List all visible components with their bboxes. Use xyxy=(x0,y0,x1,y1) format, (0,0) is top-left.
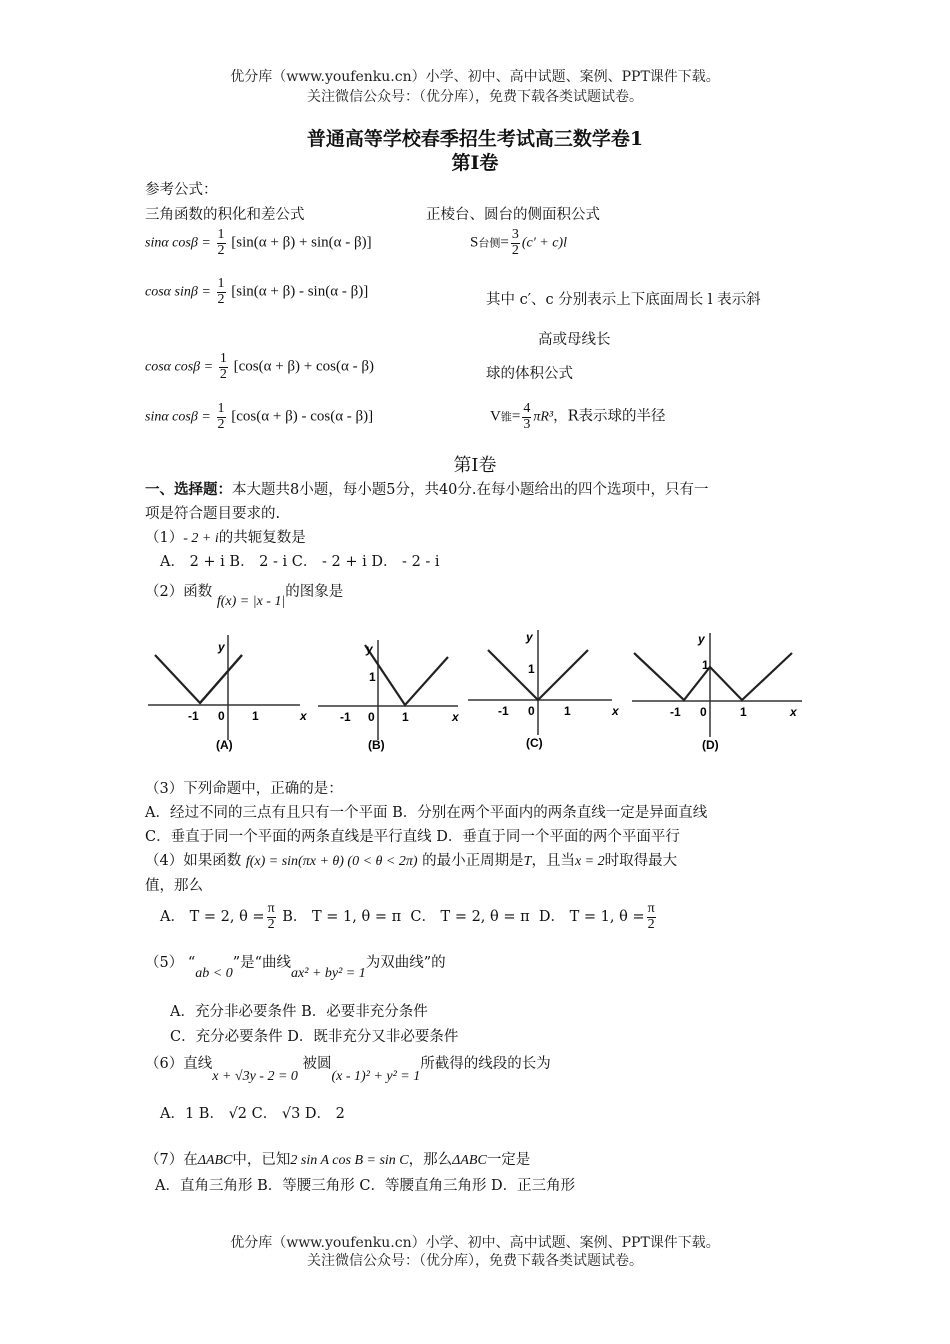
graph-d-one-y: 1 xyxy=(702,658,709,672)
graph-c-zero: 0 xyxy=(528,704,535,718)
graph-d[interactable] xyxy=(632,632,802,752)
question-5-options-2: C．充分必要条件 D．既非充分又非必要条件 xyxy=(170,1029,459,1045)
graph-c-y-label: y xyxy=(526,630,533,644)
question-5-options-1: A．充分非必要条件 B．必要非充分条件 xyxy=(170,1004,428,1020)
formula-4-half: $\frac{1}{2}$ xyxy=(217,401,225,432)
question-7-options: A．直角三角形 B．等腰三角形 C．等腰直角三角形 D．正三角形 xyxy=(155,1178,576,1194)
formula-1-half: $\frac{1}{2}$ xyxy=(217,227,225,258)
formula-3-half: $\frac{1}{2}$ xyxy=(219,351,227,382)
graph-b-one-y: 1 xyxy=(369,670,376,684)
graph-b-y-label: y xyxy=(366,642,373,656)
graph-b-label: (B) xyxy=(368,738,385,752)
formula-3-lhs: cosα cosβ = xyxy=(145,359,214,375)
question-2: （2）函数 f(x) = |x - 1|的图象是 xyxy=(145,584,344,609)
formula-volume: V锥= $\frac{4}{3}$ πR³，R表示球的半径 xyxy=(490,401,666,432)
question-4-line-2: 值，那么 xyxy=(145,878,203,894)
formula-s-lateral: S台侧= $\frac{3}{2}$ (c′ + c)l xyxy=(470,227,567,258)
header-line-2: 关注微信公众号：（优分库），免费下载各类试题试卷。 xyxy=(307,89,643,105)
footer-line-2: 关注微信公众号：（优分库），免费下载各类试题试卷。 xyxy=(307,1253,643,1269)
graph-d-x-label: x xyxy=(790,705,797,719)
graph-d-y-label: y xyxy=(698,632,705,646)
graph-d-one: 1 xyxy=(740,705,747,719)
question-3-options-2: C．垂直于同一个平面的两条直线是平行直线 D．垂直于同一个平面的两个平面平行 xyxy=(145,829,680,845)
formula-2-rhs: [sin(α + β) - sin(α - β)] xyxy=(231,283,369,300)
graph-a-curve xyxy=(155,655,242,703)
question-6-options: A．1 B． √2 C． √3 D． 2 xyxy=(160,1106,345,1122)
graph-a[interactable] xyxy=(148,635,308,752)
section-intro-2: 项是符合题目要求的. xyxy=(145,506,281,522)
graph-b-zero: 0 xyxy=(368,710,375,724)
header-line-1: 优分库（www.youfenku.cn）小学、初中、高中试题、案例、PPT课件下载。 xyxy=(230,69,720,85)
formula-2-lhs: cosα sinβ = xyxy=(145,284,211,300)
question-3: （3）下列命题中，正确的是： xyxy=(145,781,343,797)
graph-c-one: 1 xyxy=(564,704,571,718)
answer-graphs xyxy=(140,625,820,760)
question-4: （4）如果函数 f(x) = sin(πx + θ) (0 < θ < 2π) 的最小正周期是T，且当x = 2时取得最大 xyxy=(145,853,678,869)
question-1: （1）- 2 + i的共轭复数是 xyxy=(145,530,306,546)
graph-b[interactable] xyxy=(318,640,460,752)
formula-3-rhs: [cos(α + β) + cos(α - β) xyxy=(233,358,374,375)
formula-1-lhs: sinα cosβ = xyxy=(145,235,211,251)
graph-c-x-label: x xyxy=(612,704,619,718)
graph-d-zero: 0 xyxy=(700,705,707,719)
formulas-left-title: 三角函数的积化和差公式 xyxy=(145,207,305,223)
formula-4-lhs: sinα cosβ = xyxy=(145,409,211,425)
formulas-heading: 参考公式： xyxy=(145,182,218,198)
formula-1 xyxy=(145,228,372,258)
graph-d-neg1: -1 xyxy=(670,705,681,719)
page-title: 普通高等学校春季招生考试高三数学卷1 xyxy=(306,128,644,150)
question-5: （5） “ab < 0”是“曲线ax² + by² = 1为双曲线”的 xyxy=(145,955,446,981)
graph-c[interactable] xyxy=(468,630,620,750)
formulas-right-title: 正棱台、圆台的侧面积公式 xyxy=(426,207,600,223)
graph-c-label: (C) xyxy=(526,736,543,750)
graph-b-neg1: -1 xyxy=(340,710,351,724)
sphere-volume-title: 球的体积公式 xyxy=(486,366,573,382)
formula-2-half: $\frac{1}{2}$ xyxy=(217,276,225,307)
formula-3 xyxy=(145,352,374,382)
formula-note-2: 高或母线长 xyxy=(538,332,611,348)
section-label: 第Ⅰ卷 xyxy=(453,455,497,476)
graph-a-zero: 0 xyxy=(218,709,225,723)
question-6: （6）直线x + √3y - 2 = 0 被圆(x - 1)² + y² = 1所截得的线段的长为 xyxy=(145,1056,551,1084)
question-4-options: A． T = 2, θ = $\frac{\pi}{2}$ B． T = 1, θ = π C． T = 2, θ = π D． T = 1, θ = $\frac{\pi}{2}$ xyxy=(160,901,655,932)
graph-d-curve xyxy=(634,653,792,700)
graph-c-neg1: -1 xyxy=(498,704,509,718)
graph-b-x-label: x xyxy=(452,710,459,724)
formula-note-1: 其中 c′、c 分别表示上下底面周长 l 表示斜 xyxy=(486,292,761,308)
formula-4-rhs: [cos(α + β) - cos(α - β)] xyxy=(231,408,374,425)
formula-1-rhs: [sin(α + β) + sin(α - β)] xyxy=(231,234,372,251)
graph-d-label: (D) xyxy=(702,738,719,752)
footer-line-1: 优分库（www.youfenku.cn）小学、初中、高中试题、案例、PPT课件下载。 xyxy=(230,1235,720,1251)
graph-a-neg1: -1 xyxy=(188,709,199,723)
question-3-options-1: A．经过不同的三点有且只有一个平面 B．分别在两个平面内的两条直线一定是异面直线 xyxy=(145,805,708,821)
graph-a-y-label: y xyxy=(218,640,225,654)
formula-4 xyxy=(145,402,373,432)
graph-a-x-label: x xyxy=(300,709,307,723)
formula-2 xyxy=(145,277,368,307)
question-7: （7）在ΔABC中，已知2 sin A cos B = sin C，那么ΔABC一定是 xyxy=(145,1152,531,1168)
graph-c-one-y: 1 xyxy=(528,662,535,676)
graph-b-one: 1 xyxy=(402,710,409,724)
graph-a-label: (A) xyxy=(216,738,233,752)
graph-a-one: 1 xyxy=(252,709,259,723)
question-1-options: A． 2 + i B． 2 - i C． - 2 + i D． - 2 - i xyxy=(160,554,440,570)
section-intro: 一、选择题：本大题共8小题，每小题5分，共40分.在每小题给出的四个选项中，只有一 xyxy=(145,481,709,498)
page-subtitle: 第Ⅰ卷 xyxy=(451,152,499,174)
